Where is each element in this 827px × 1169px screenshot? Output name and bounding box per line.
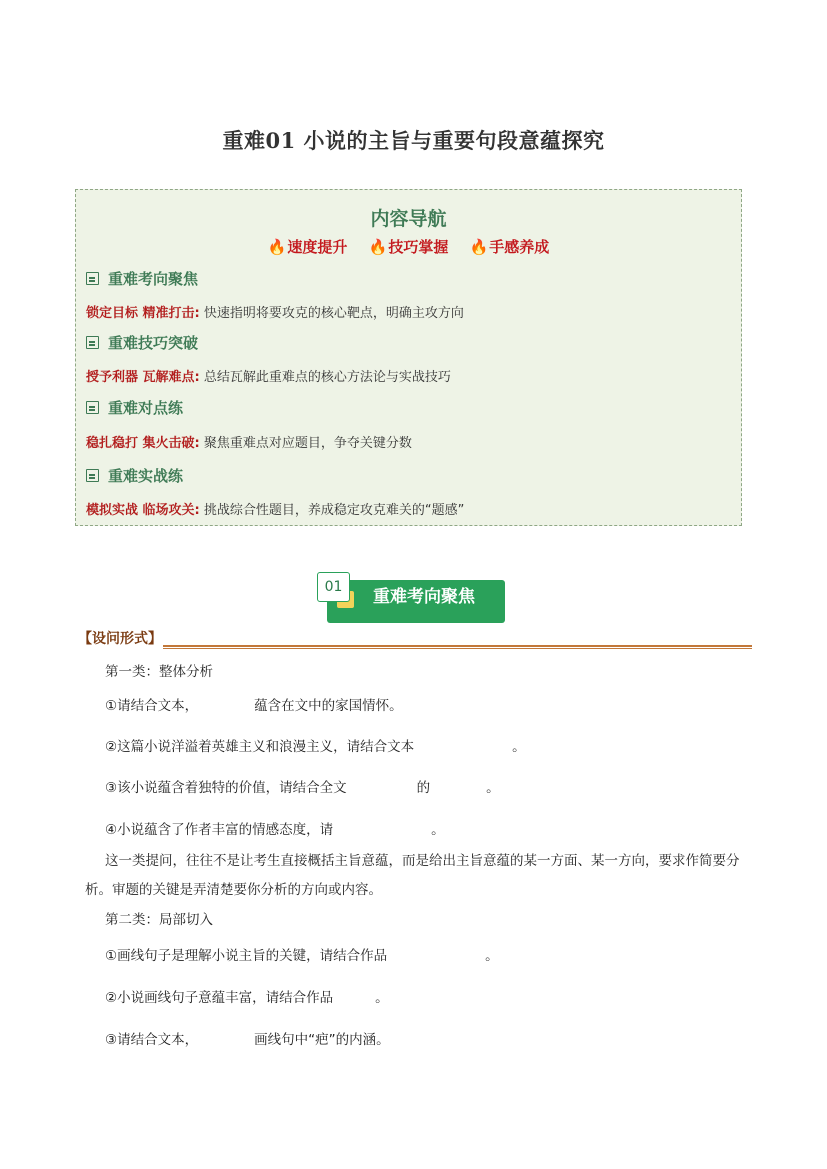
nav-tag-feel: 🔥手感养成 <box>469 238 550 256</box>
divider-line <box>163 645 752 647</box>
question-item: ④小说蕴含了作者丰富的情感态度，请 。 <box>105 822 445 838</box>
question-item: ②小说画线句子意蕴丰富，请结合作品 。 <box>105 990 389 1006</box>
nav-section-desc: 稳扎稳打 集火击破: 聚焦重难点对应题目，争夺关键分数 <box>86 436 412 451</box>
nav-section-head: 重难对点练 <box>86 397 183 418</box>
nav-section-desc: 模拟实战 临场攻关: 挑战综合性题目，养成稳定攻克难关的“题感” <box>86 503 465 518</box>
nav-section-head: 重难技巧突破 <box>86 332 198 353</box>
badge-label: 重难考向聚焦 <box>373 587 475 607</box>
flame-icon: 🔥 <box>469 238 489 256</box>
category-title: 第一类：整体分析 <box>105 664 213 680</box>
divider-line <box>163 648 752 649</box>
nav-heading: 内容导航 <box>370 208 447 230</box>
flame-icon: 🔥 <box>368 238 388 256</box>
nav-section-head: 重难实战练 <box>86 465 183 486</box>
nav-section-desc: 授予利器 瓦解难点: 总结瓦解此重难点的核心方法论与实战技巧 <box>86 370 451 385</box>
content-nav-box <box>75 189 742 526</box>
explanation-paragraph: 这一类提问，往往不是让考生直接概括主旨意蕴，而是给出主旨意蕴的某一方面、某一方向，要求作简要分析。审题的关键是弄清楚要你分析的方向或内容。 <box>85 853 740 898</box>
form-label: 【设问形式】 <box>78 631 162 647</box>
question-item: ③该小说蕴含着独特的价值，请结合全文 的 。 <box>105 780 500 796</box>
document-icon <box>86 336 99 349</box>
nav-tags <box>76 236 741 257</box>
document-icon <box>86 401 99 414</box>
page-title: 重难01 小说的主旨与重要句段意蕴探究 <box>222 128 605 153</box>
badge-number: 01 <box>317 572 350 602</box>
flame-icon: 🔥 <box>267 238 287 256</box>
nav-tag-skill: 🔥技巧掌握 <box>368 238 449 256</box>
document-icon <box>86 272 99 285</box>
section-badge <box>317 572 507 626</box>
nav-section-desc: 锁定目标 精准打击: 快速指明将要攻克的核心靶点，明确主攻方向 <box>86 306 464 321</box>
nav-section-head: 重难考向聚焦 <box>86 268 198 289</box>
question-item: ②这篇小说洋溢着英雄主义和浪漫主义，请结合文本 。 <box>105 739 526 755</box>
question-item: ①画线句子是理解小说主旨的关键，请结合作品 。 <box>105 948 499 964</box>
category-title: 第二类：局部切入 <box>105 912 213 928</box>
question-item: ③请结合文本， 画线句中“疤”的内涵。 <box>105 1032 390 1048</box>
nav-tag-speed: 🔥速度提升 <box>267 238 348 256</box>
document-icon <box>86 469 99 482</box>
question-item: ①请结合文本， 蕴含在文中的家国情怀。 <box>105 698 403 714</box>
